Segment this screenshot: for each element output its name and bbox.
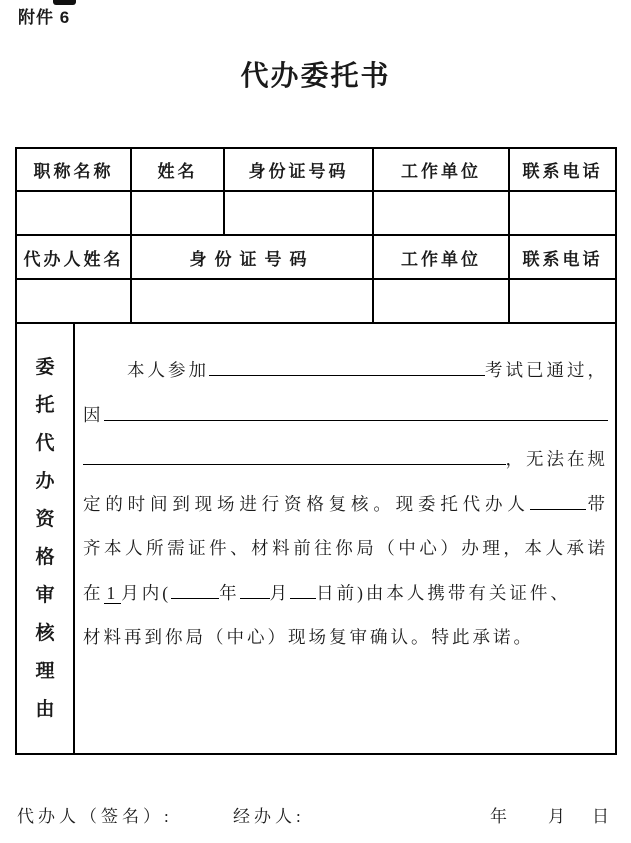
- reason-label-char: 委: [35, 356, 55, 378]
- exam-name-blank: [209, 375, 485, 376]
- statement-line-1: [83, 348, 608, 393]
- statement-line6-day: 日前)由本人携带有关证件、: [316, 582, 571, 603]
- statement-line6-year: 年: [219, 582, 240, 603]
- header-cell-name: 姓名: [132, 149, 225, 190]
- titled-person-blank-row: [17, 192, 615, 236]
- statement-line6-month: 月: [269, 582, 291, 603]
- reason-vertical-label: [17, 324, 75, 753]
- date-day-label: 日: [592, 807, 613, 826]
- agent-signature-label: 代办人（签名）:: [17, 807, 173, 826]
- reason-blank-2: [83, 464, 506, 465]
- reason-label-char: 核: [35, 622, 55, 644]
- statement-line2-pre: 因: [83, 404, 104, 425]
- header-cell-agent-name: 代办人姓名: [17, 236, 132, 278]
- statement-line4-post: 带: [585, 493, 609, 514]
- statement-line3-post: ，无法在规: [505, 449, 608, 469]
- attachment-label: 附件 6: [18, 8, 71, 27]
- year-blank: [171, 598, 219, 599]
- header-cell-job-title: 职称名称: [17, 149, 132, 190]
- reason-label-char: 代: [35, 432, 55, 454]
- statement-line4-text: 定的时间到现场进行资格复核。现委托代办人: [83, 493, 530, 514]
- empty-cell: [510, 280, 615, 322]
- day-blank: [290, 598, 316, 599]
- header-cell-id-number: 身份证号码: [225, 149, 374, 190]
- header-cell-agent-phone: 联系电话: [522, 249, 603, 269]
- header-cell-agent-work-unit: 工作单位: [374, 236, 510, 278]
- header-cell-phone: 联系电话: [522, 162, 603, 181]
- statement-line-4: [83, 482, 608, 527]
- reason-label-char: 由: [35, 698, 55, 720]
- empty-cell: [374, 280, 510, 322]
- empty-cell: [17, 280, 132, 322]
- authorization-form-table: [15, 147, 617, 755]
- statement-line-3: [83, 437, 608, 482]
- statement-line-7: 材料再到你局（中心）现场复审确认。特此承诺。: [83, 627, 534, 647]
- page-title: 代办委托书: [240, 61, 391, 92]
- statement-line-6: [83, 571, 608, 616]
- statement-line6-seg1: 月内(: [121, 582, 172, 603]
- reason-label-char: 资: [35, 508, 55, 530]
- reason-label-char: 托: [35, 394, 55, 416]
- date-month-label: 月: [548, 807, 569, 826]
- reason-label-char: 办: [35, 470, 55, 492]
- empty-cell: [225, 192, 374, 234]
- month-count-underlined: 1: [104, 583, 122, 604]
- empty-cell: [132, 280, 374, 322]
- month-blank: [240, 598, 270, 599]
- header-cell-agent-id-number: 身份证号码: [132, 236, 374, 278]
- empty-cell: [17, 192, 132, 234]
- statement-line1-pre: 本人参加: [127, 360, 209, 380]
- statement-line1-post: 考试已通过，: [485, 360, 608, 380]
- reason-label-char: 审: [35, 584, 55, 606]
- date-year-label: 年: [490, 807, 511, 826]
- scan-artifact: [53, 0, 76, 5]
- statement-line-5: 齐本人所需证件、材料前往你局（中心）办理，本人承诺: [83, 538, 608, 558]
- reason-statement: [75, 324, 615, 753]
- statement-line6-pre: 在: [83, 582, 104, 603]
- titled-person-header-row: [17, 149, 615, 192]
- handler-label: 经办人:: [233, 807, 305, 826]
- empty-cell: [132, 192, 225, 234]
- agent-name-blank: [530, 509, 586, 510]
- reason-label-char: 理: [35, 660, 55, 682]
- empty-cell: [374, 192, 510, 234]
- empty-cell: [510, 192, 615, 234]
- reason-label-char: 格: [35, 546, 55, 568]
- header-cell-work-unit: 工作单位: [374, 149, 510, 190]
- reason-blank-1: [104, 420, 609, 421]
- statement-line-2: [83, 393, 608, 438]
- agent-header-row: [17, 236, 615, 280]
- reason-row: [17, 324, 615, 753]
- agent-blank-row: [17, 280, 615, 324]
